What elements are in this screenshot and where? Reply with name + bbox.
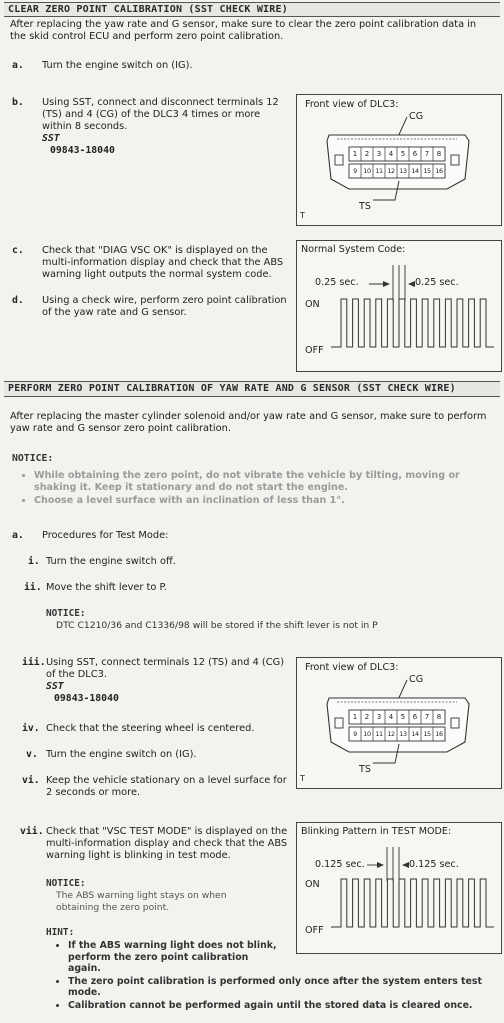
step-text: Turn the engine switch on (IG).	[46, 749, 197, 760]
step-label: b.	[12, 97, 24, 108]
step-label: d.	[12, 295, 24, 306]
section1-title: CLEAR ZERO POINT CALIBRATION (SST CHECK WIRE)	[4, 2, 500, 17]
notice3-text: The ABS warning light stays on when obtaining the zero point.	[56, 890, 227, 913]
pin-row-1	[349, 713, 445, 721]
pin-number: 9	[353, 730, 357, 738]
notice2-text: DTC C1210/36 and C1336/98 will be stored if the shift lever is not in P	[56, 620, 378, 631]
sst-number: 09843-18040	[50, 145, 115, 156]
figure-title: Front view of DLC3:	[305, 99, 399, 110]
step-text: Using SST, connect terminals 12 (TS) and 4 (CG) of the DLC3.	[46, 657, 285, 680]
notice-item: • While obtaining the zero point, do not vibrate the vehicle by tilting, moving or shaking it. Keep it stationary and do not start the engine.	[34, 470, 504, 494]
on-label: ON	[305, 879, 320, 890]
s2-step-a	[12, 530, 168, 542]
t-label: T	[300, 211, 305, 220]
pin-number: 5	[400, 713, 406, 721]
on-label: ON	[305, 299, 320, 310]
pin-number: 13	[399, 730, 407, 738]
step-text: Using a check wire, perform zero point calibration of the yaw rate and G sensor.	[42, 295, 287, 318]
step-text: Check that "VSC TEST MODE" is displayed on the multi-information display and check that the ABS warning light is blinking in test mode.	[46, 826, 288, 861]
section2-intro: After replacing the master cylinder solenoid and/or yaw rate and G sensor, make sure to perform yaw rate and G sensor zero point calibration.	[10, 411, 487, 434]
pin-number: 14	[411, 167, 419, 175]
notice-heading: NOTICE:	[12, 453, 54, 464]
figure-title: Blinking Pattern in TEST MODE:	[301, 826, 452, 837]
blink-pattern-figure	[296, 822, 502, 954]
pin-number: 1	[352, 713, 358, 721]
figure-title: Normal System Code:	[301, 244, 406, 255]
s1-step-a	[12, 60, 193, 72]
pin-number: 14	[411, 730, 419, 738]
s2-step-iv	[22, 723, 254, 735]
left-time-label: 0.125 sec.	[315, 859, 365, 870]
left-time-label: 0.25 sec.	[315, 277, 359, 288]
pin-number: 1	[352, 150, 358, 158]
pin-number: 10	[363, 167, 371, 175]
hint-item: • Calibration cannot be performed again until the stored data is cleared once.	[68, 1000, 504, 1012]
section2-title: PERFORM ZERO POINT CALIBRATION OF YAW RATE AND G SENSOR (SST CHECK WIRE)	[4, 381, 500, 397]
pin-number: 4	[388, 713, 394, 721]
dlc3-connector-diagram	[297, 95, 501, 225]
step-text: Check that the steering wheel is centered.	[46, 723, 255, 734]
notice-list	[20, 470, 504, 507]
pin-number: 15	[423, 730, 431, 738]
step-label: vii.	[20, 826, 44, 837]
section1-intro: After replacing the yaw rate and G sensor, make sure to clear the zero point calibration data in the skid control ECU and perform zero point calibration.	[10, 19, 477, 42]
sst-label: SST	[46, 681, 64, 692]
notice-item: • Choose a level surface with an inclination of less than 1°.	[34, 495, 504, 507]
pin-number: 10	[363, 730, 371, 738]
pin-row-2	[349, 730, 445, 738]
pin-number: 9	[353, 167, 357, 175]
pulse-waveform	[297, 823, 501, 953]
step-label: ii.	[24, 582, 42, 593]
pin-number: 8	[436, 150, 442, 158]
dlc3-figure-1	[296, 94, 502, 226]
step-text: Using SST, connect and disconnect terminals 12 (TS) and 4 (CG) of the DLC3 4 times or more within 8 seconds.	[42, 97, 279, 132]
sst-label: SST	[42, 133, 60, 144]
pin-number: 13	[399, 167, 407, 175]
s1-step-d	[12, 295, 292, 319]
hint-heading: HINT:	[46, 927, 75, 938]
cg-label: CG	[409, 111, 424, 122]
pin-row-2	[349, 167, 445, 175]
pin-number: 8	[436, 713, 442, 721]
pin-number: 12	[387, 167, 395, 175]
notice3-heading: NOTICE:	[46, 878, 86, 889]
step-label: i.	[28, 556, 40, 567]
s1-step-b	[12, 97, 282, 157]
s2-step-ii	[24, 582, 167, 594]
ts-label: TS	[359, 764, 371, 775]
hint-item: • If the ABS warning light does not blink, perform the zero point calibration again.	[68, 940, 278, 975]
normal-code-figure	[296, 240, 502, 372]
step-label: iii.	[22, 657, 46, 668]
figure-title: Front view of DLC3:	[305, 662, 399, 673]
off-label: OFF	[305, 925, 324, 936]
notice2-heading: NOTICE:	[46, 608, 86, 619]
pin-number: 11	[375, 730, 383, 738]
t-label: T	[300, 774, 305, 783]
hint-item: • The zero point calibration is performed only once after the system enters test mode.	[68, 976, 504, 999]
step-text: Move the shift lever to P.	[46, 582, 168, 593]
step-text: Check that "DIAG VSC OK" is displayed on the multi-information display and check that the ABS warning light outputs the normal system code.	[42, 245, 284, 280]
pin-number: 6	[412, 150, 418, 158]
s2-step-v	[26, 749, 197, 761]
step-label: a.	[12, 530, 24, 541]
pin-number: 15	[423, 167, 431, 175]
pulse-waveform	[297, 241, 501, 371]
s2-step-iii	[22, 657, 292, 705]
pin-number: 16	[435, 730, 443, 738]
pin-number: 7	[424, 150, 430, 158]
off-label: OFF	[305, 345, 324, 356]
right-time-label: 0.25 sec.	[415, 277, 459, 288]
pin-number: 4	[388, 150, 394, 158]
pin-number: 7	[424, 713, 430, 721]
step-label: iv.	[22, 723, 40, 734]
right-time-label: 0.125 sec.	[409, 859, 459, 870]
s2-step-vi	[22, 775, 292, 799]
pin-number: 16	[435, 167, 443, 175]
step-label: c.	[12, 245, 24, 256]
step-text: Turn the engine switch off.	[46, 556, 176, 567]
pin-number: 2	[364, 713, 370, 721]
step-text: Keep the vehicle stationary on a level surface for 2 seconds or more.	[46, 775, 287, 798]
step-label: a.	[12, 60, 24, 71]
pin-number: 3	[376, 713, 382, 721]
pin-row-1	[349, 150, 445, 158]
s1-step-c	[12, 245, 292, 281]
step-label: v.	[26, 749, 38, 760]
cg-label: CG	[409, 674, 424, 685]
step-label: vi.	[22, 775, 40, 786]
s2-step-i	[28, 556, 176, 568]
sst-number: 09843-18040	[54, 693, 119, 704]
s2-step-vii	[20, 826, 292, 862]
step-text: Turn the engine switch on (IG).	[42, 60, 193, 71]
pin-number: 3	[376, 150, 382, 158]
pin-number: 11	[375, 167, 383, 175]
dlc3-connector-diagram	[297, 658, 501, 788]
pin-number: 2	[364, 150, 370, 158]
pin-number: 5	[400, 150, 406, 158]
step-text: Procedures for Test Mode:	[42, 530, 169, 541]
ts-label: TS	[359, 201, 371, 212]
dlc3-figure-2	[296, 657, 502, 789]
pin-number: 12	[387, 730, 395, 738]
pin-number: 6	[412, 713, 418, 721]
